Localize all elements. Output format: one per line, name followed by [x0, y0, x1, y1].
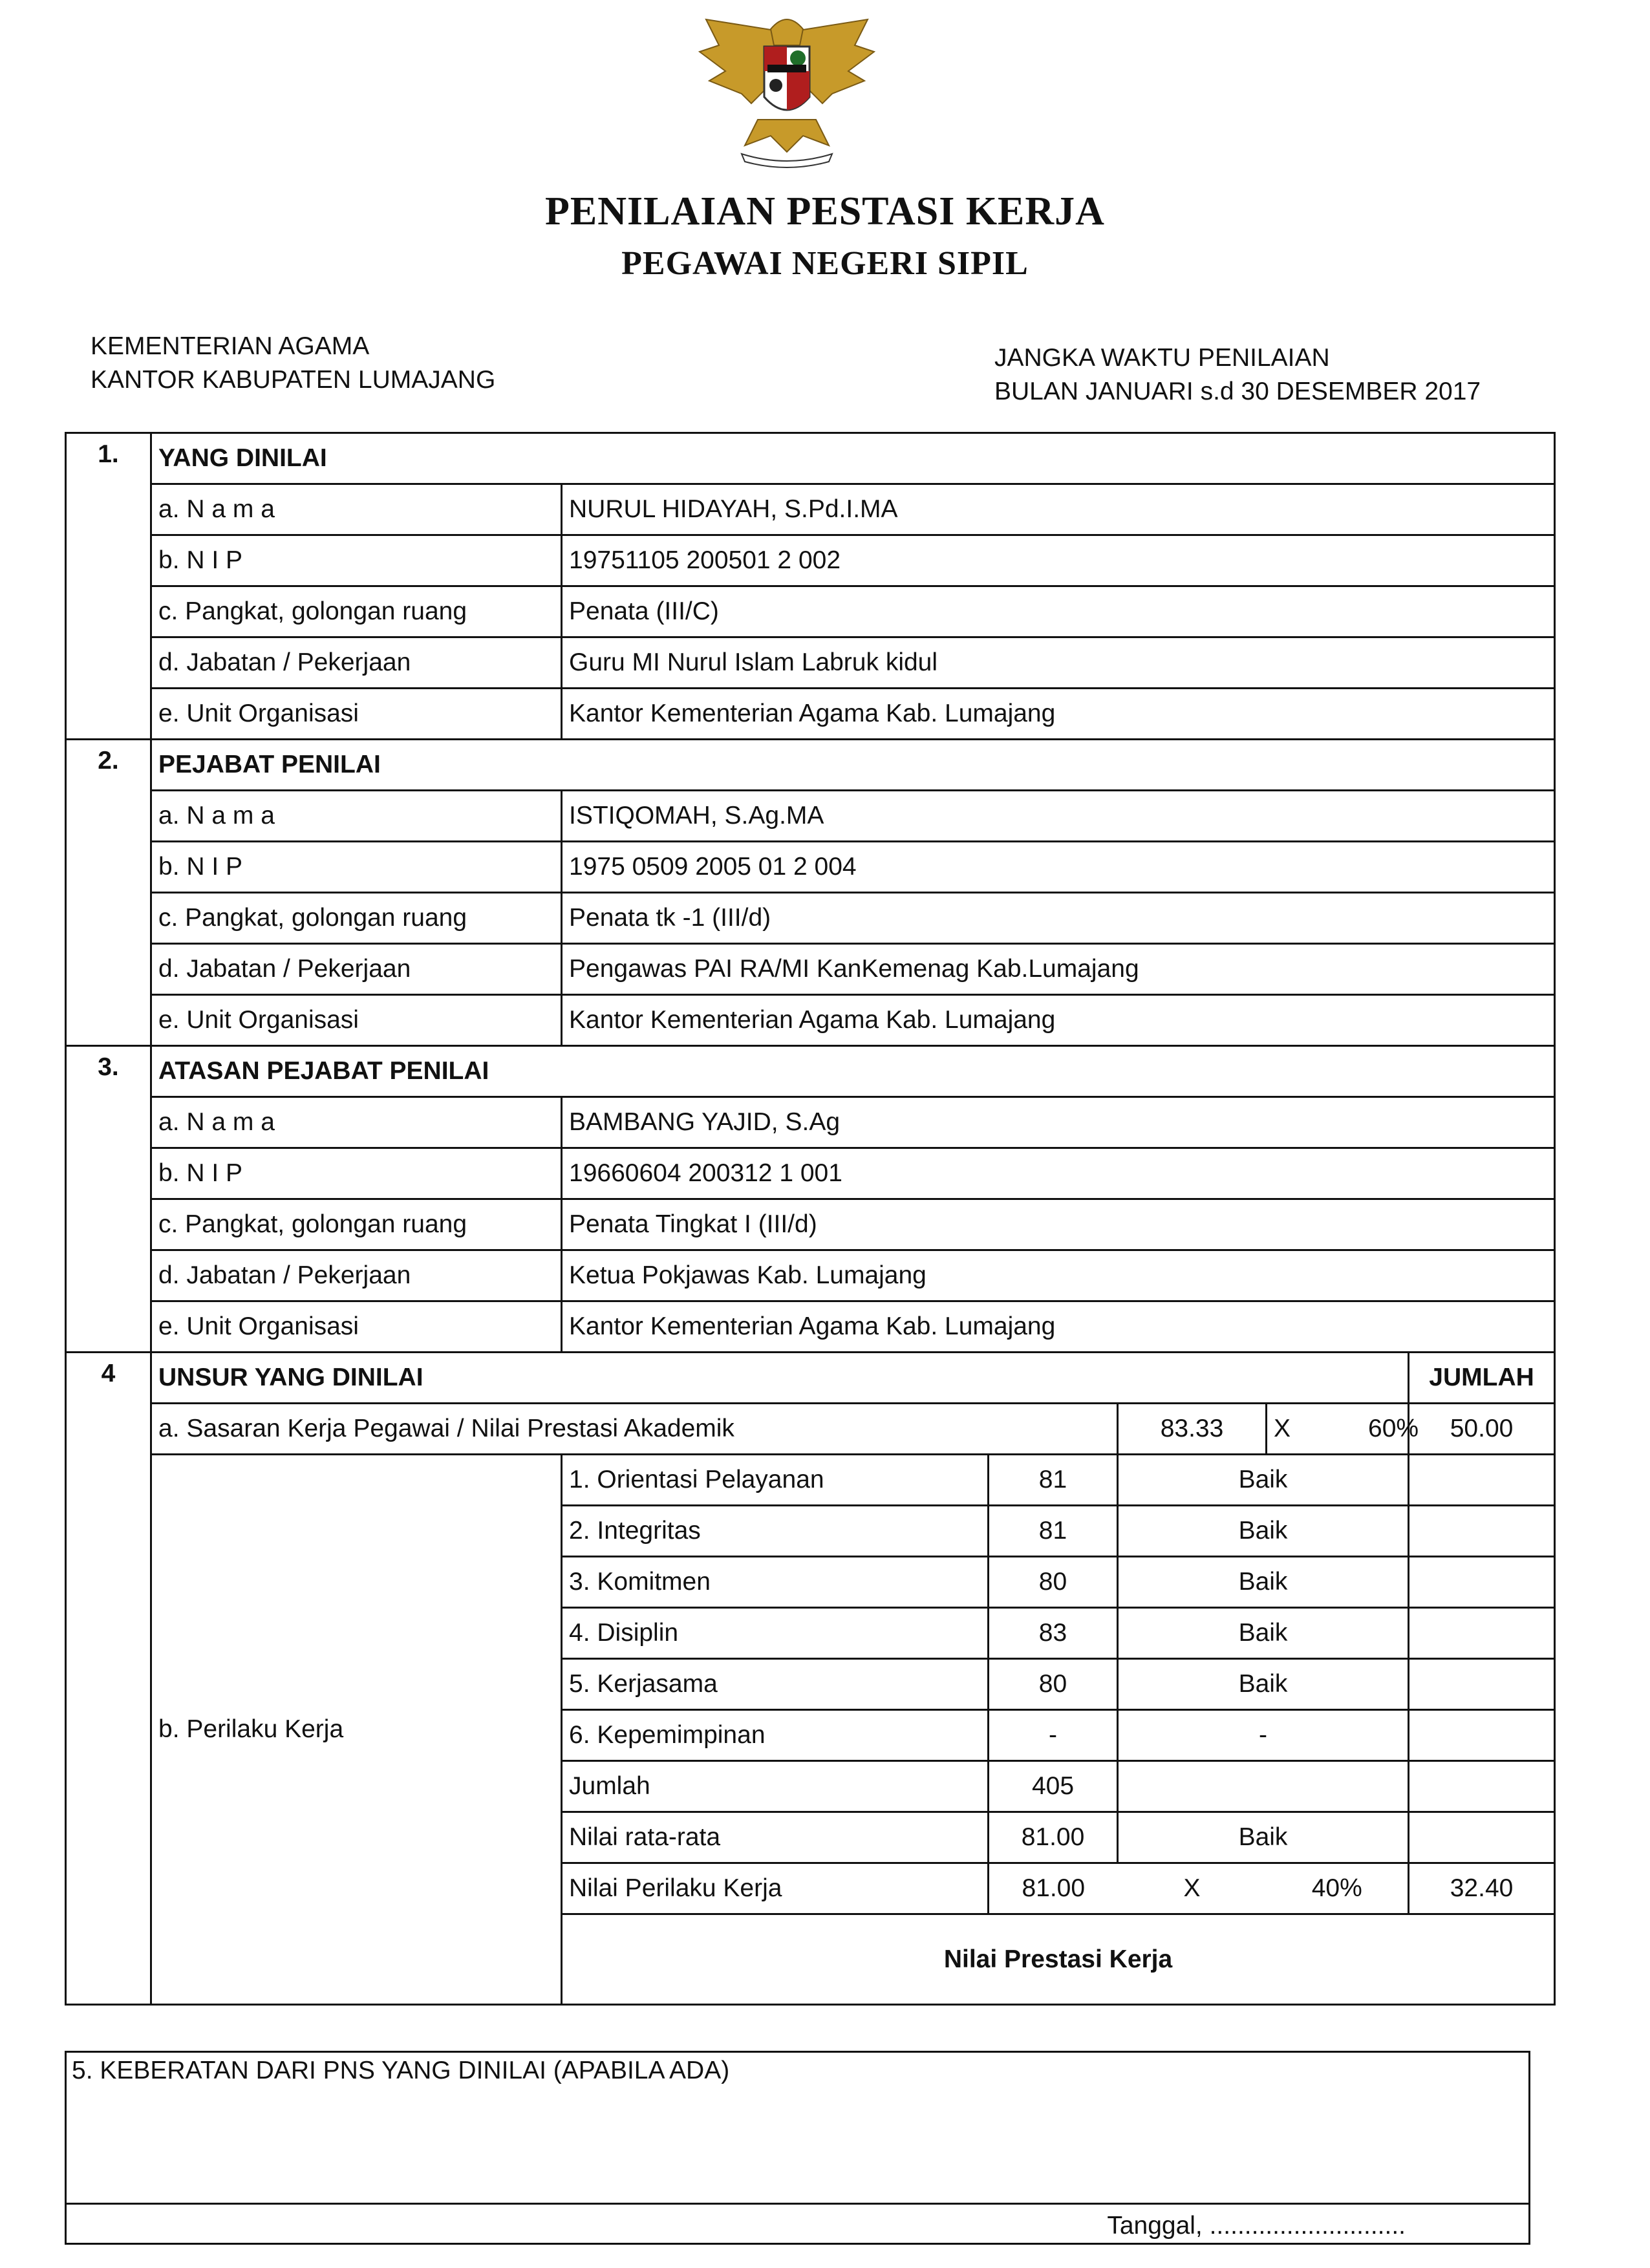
field-value: Kantor Kementerian Agama Kab. Lumajang [562, 1301, 1555, 1353]
skp-total: 50.00 [1409, 1404, 1555, 1455]
field-value: Kantor Kementerian Agama Kab. Lumajang [562, 995, 1555, 1046]
field-value: Penata (III/C) [562, 586, 1555, 637]
npk-weight: 40% [1267, 1863, 1409, 1914]
field-value: ISTIQOMAH, S.Ag.MA [562, 791, 1555, 842]
empty-cell [1409, 1608, 1555, 1659]
field-value: 19660604 200312 1 001 [562, 1148, 1555, 1199]
field-label: a. N a m a [151, 484, 562, 535]
skp-score: 83.33 [1118, 1404, 1267, 1455]
section-title: UNSUR YANG DINILAI [151, 1353, 1409, 1404]
section-title: ATASAN PEJABAT PENILAI [151, 1046, 1555, 1097]
perilaku-label: b. Perilaku Kerja [151, 1455, 562, 2005]
empty-cell [1409, 1761, 1555, 1812]
tanggal-field: Tanggal, ............................ [1107, 2212, 1406, 2240]
npk-label: Nilai Perilaku Kerja [562, 1863, 989, 1914]
behavior-grade: Baik [1118, 1506, 1409, 1557]
field-label: c. Pangkat, golongan ruang [151, 893, 562, 944]
field-label: d. Jabatan / Pekerjaan [151, 637, 562, 689]
empty-cell [1409, 1710, 1555, 1761]
keberatan-label: 5. KEBERATAN DARI PNS YANG DINILAI (APABILA ADA) [72, 2057, 730, 2084]
final-label: Nilai Prestasi Kerja [562, 1914, 1555, 2005]
behavior-name: 3. Komitmen [562, 1557, 989, 1608]
field-label: b. N I P [151, 535, 562, 586]
keberatan-box [65, 2051, 1530, 2245]
behavior-grade: Baik [1118, 1455, 1409, 1506]
behavior-score: - [989, 1710, 1118, 1761]
npk-multiply: X [1118, 1863, 1267, 1914]
field-label: c. Pangkat, golongan ruang [151, 1199, 562, 1250]
npk-total: 32.40 [1409, 1863, 1555, 1914]
org-line-1: KEMENTERIAN AGAMA [91, 332, 370, 360]
field-value: NURUL HIDAYAH, S.Pd.I.MA [562, 484, 1555, 535]
behavior-grade: Baik [1118, 1557, 1409, 1608]
empty-cell [1118, 1761, 1409, 1812]
empty-cell [1409, 1506, 1555, 1557]
behavior-name: 2. Integritas [562, 1506, 989, 1557]
field-value: Pengawas PAI RA/MI KanKemenag Kab.Lumajang [562, 944, 1555, 995]
behavior-name: 4. Disiplin [562, 1608, 989, 1659]
section-number: 3. [66, 1046, 151, 1353]
field-label: c. Pangkat, golongan ruang [151, 586, 562, 637]
field-value: BAMBANG YAJID, S.Ag [562, 1097, 1555, 1148]
npk-score: 81.00 [989, 1863, 1118, 1914]
jumlah-label: Jumlah [562, 1761, 989, 1812]
multiply-sign: X [1274, 1415, 1291, 1442]
period-block [994, 341, 1481, 409]
period-line-2: BULAN JANUARI s.d 30 DESEMBER 2017 [994, 378, 1481, 405]
field-value: Penata Tingkat I (III/d) [562, 1199, 1555, 1250]
empty-cell [1409, 1455, 1555, 1506]
skp-label: a. Sasaran Kerja Pegawai / Nilai Prestasi Akademik [151, 1404, 1118, 1455]
skp-weight [1267, 1404, 1419, 1455]
behavior-grade: - [1118, 1710, 1409, 1761]
divider [67, 2203, 1528, 2205]
behavior-name: 1. Orientasi Pelayanan [562, 1455, 989, 1506]
field-label: e. Unit Organisasi [151, 1301, 562, 1353]
field-label: a. N a m a [151, 791, 562, 842]
behavior-grade: Baik [1118, 1608, 1409, 1659]
field-label: e. Unit Organisasi [151, 995, 562, 1046]
field-value: Penata tk -1 (III/d) [562, 893, 1555, 944]
behavior-score: 81 [989, 1455, 1118, 1506]
section-number: 2. [66, 740, 151, 1046]
garuda-emblem-icon [680, 6, 894, 171]
field-label: d. Jabatan / Pekerjaan [151, 1250, 562, 1301]
jumlah-score: 405 [989, 1761, 1118, 1812]
empty-cell [1409, 1557, 1555, 1608]
behavior-name: 6. Kepemimpinan [562, 1710, 989, 1761]
behavior-name: 5. Kerjasama [562, 1659, 989, 1710]
behavior-score: 83 [989, 1608, 1118, 1659]
page-title: PENILAIAN PESTASI KERJA [545, 189, 1105, 233]
jumlah-header: JUMLAH [1409, 1353, 1555, 1404]
field-value: Ketua Pokjawas Kab. Lumajang [562, 1250, 1555, 1301]
empty-cell [1409, 1812, 1555, 1863]
field-label: b. N I P [151, 842, 562, 893]
behavior-score: 80 [989, 1659, 1118, 1710]
section-number: 4 [66, 1353, 151, 2005]
rata-score: 81.00 [989, 1812, 1118, 1863]
section-number: 1. [66, 433, 151, 740]
rata-label: Nilai rata-rata [562, 1812, 989, 1863]
field-label: d. Jabatan / Pekerjaan [151, 944, 562, 995]
rata-grade: Baik [1118, 1812, 1409, 1863]
period-line-1: JANGKA WAKTU PENILAIAN [994, 344, 1330, 372]
page-subtitle: PEGAWAI NEGERI SIPIL [621, 245, 1029, 282]
appraisal-table [65, 432, 1556, 2006]
section-title: YANG DINILAI [151, 433, 1555, 484]
weight-value: 60% [1368, 1415, 1419, 1442]
behavior-score: 81 [989, 1506, 1118, 1557]
empty-cell [1409, 1659, 1555, 1710]
field-value: Kantor Kementerian Agama Kab. Lumajang [562, 689, 1555, 740]
field-value: 1975 0509 2005 01 2 004 [562, 842, 1555, 893]
field-value: Guru MI Nurul Islam Labruk kidul [562, 637, 1555, 689]
org-block [91, 330, 495, 397]
org-line-2: KANTOR KABUPATEN LUMAJANG [91, 366, 496, 394]
behavior-grade: Baik [1118, 1659, 1409, 1710]
field-label: b. N I P [151, 1148, 562, 1199]
section-title: PEJABAT PENILAI [151, 740, 1555, 791]
field-label: a. N a m a [151, 1097, 562, 1148]
behavior-score: 80 [989, 1557, 1118, 1608]
field-value: 19751105 200501 2 002 [562, 535, 1555, 586]
field-label: e. Unit Organisasi [151, 689, 562, 740]
